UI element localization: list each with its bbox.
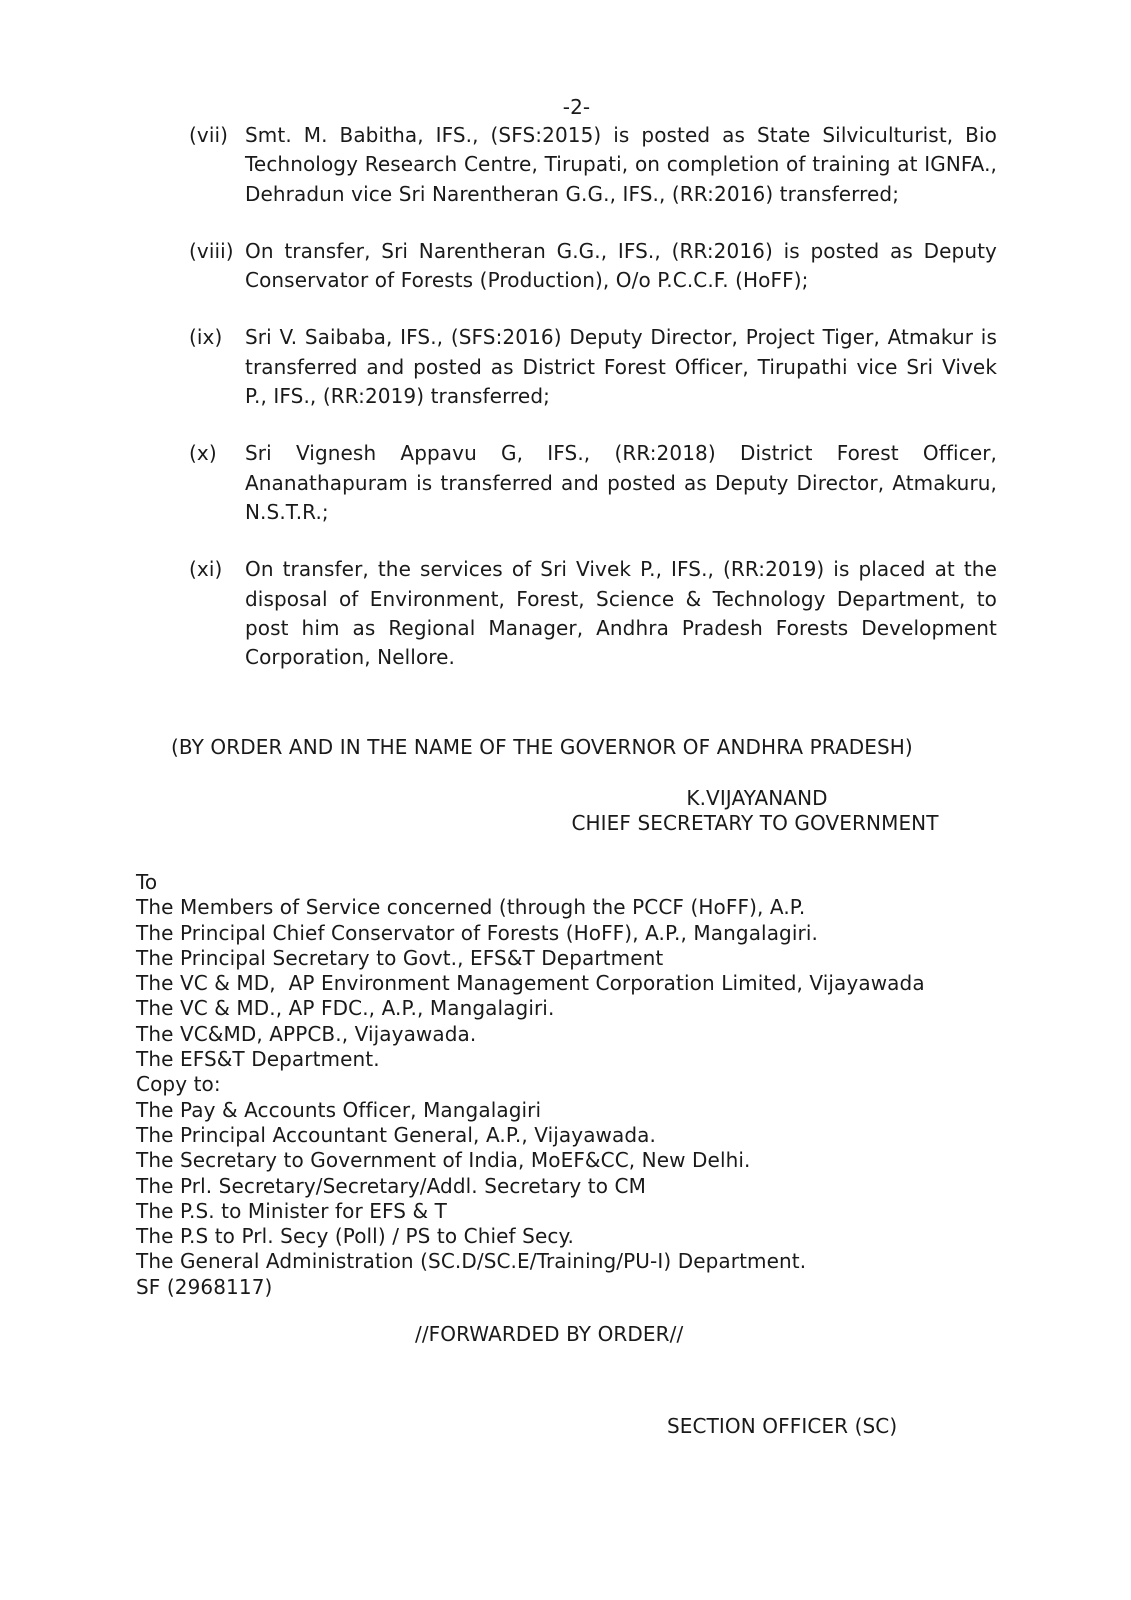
signatory-block <box>560 786 950 836</box>
signatory-title: CHIEF SECRETARY TO GOVERNMENT <box>571 811 939 835</box>
copy-line: The P.S to Prl. Secy (Poll) / PS to Chief Secy. <box>136 1224 574 1249</box>
recipient-line: The VC&MD, APPCB., Vijayawada. <box>136 1021 477 1046</box>
copy-line: The Prl. Secretary/Secretary/Addl. Secretary to CM <box>136 1173 646 1198</box>
copy-line: The Principal Accountant General, A.P., Vijayawada. <box>136 1122 656 1147</box>
recipient-line: The Members of Service concerned (through the PCCF (HoFF), A.P. <box>136 895 806 920</box>
copy-line: The General Administration (SC.D/SC.E/Training/PU-I) Department. <box>136 1249 807 1274</box>
order-item <box>189 555 997 672</box>
section-officer-signature: SECTION OFFICER (SC) <box>667 1414 898 1438</box>
recipients-block <box>136 870 996 1300</box>
forwarded-by-order: //FORWARDED BY ORDER// <box>415 1322 684 1346</box>
item-number: (ix) <box>189 325 223 350</box>
order-items-list <box>189 121 997 700</box>
recipient-line: The VC & MD., AP FDC., A.P., Mangalagiri. <box>136 996 555 1021</box>
order-item <box>189 237 997 296</box>
signatory-name: K.VIJAYANAND <box>686 786 828 810</box>
item-number: (vii) <box>189 123 229 147</box>
page-number: -2- <box>562 95 591 119</box>
file-reference: SF (2968117) <box>136 1274 273 1299</box>
item-number: (x) <box>189 441 217 466</box>
copy-line: The Secretary to Government of India, MoEF&CC, New Delhi. <box>136 1148 751 1173</box>
recipient-line: The Principal Secretary to Govt., EFS&T Department <box>136 945 664 970</box>
order-item <box>189 323 997 411</box>
item-text: On transfer, Sri Narentheran G.G., IFS., (RR:2016) is posted as Deputy Conservator of Forests (Production), O/o P.C.C.F. (HoFF); <box>245 238 997 293</box>
governor-order-line: (BY ORDER AND IN THE NAME OF THE GOVERNOR OF ANDHRA PRADESH) <box>171 735 913 759</box>
item-text: Smt. M. Babitha, IFS., (SFS:2015) is posted as State Silviculturist, Bio Technology Research Centre, Tirupati, on completion of training at IGNFA., Dehradun vice Sri Narentheran G.G., IFS., (RR:2016) transferred; <box>245 123 997 206</box>
item-number: (viii) <box>189 238 234 263</box>
recipient-line: The VC & MD, AP Environment Management Corporation Limited, Vijayawada <box>136 971 925 996</box>
item-text: Sri V. Saibaba, IFS., (SFS:2016) Deputy Director, Project Tiger, Atmakur is transferred and posted as District Forest Officer, Tirupathi vice Sri Vivek P., IFS., (RR:2019) transferred; <box>245 325 997 409</box>
copy-line: The P.S. to Minister for EFS & T <box>136 1198 447 1223</box>
item-text: On transfer, the services of Sri Vivek P., IFS., (RR:2019) is placed at the disposal of Environment, Forest, Science & Technology Department, to post him as Regional Manager, Andhra Pradesh Forests Development Corporation, Nellore. <box>245 557 997 670</box>
recipient-line: The Principal Chief Conservator of Forests (HoFF), A.P., Mangalagiri. <box>136 920 818 945</box>
to-heading: To <box>136 870 158 894</box>
recipient-line: The EFS&T Department. <box>136 1047 380 1072</box>
item-text: Sri Vignesh Appavu G, IFS., (RR:2018) District Forest Officer, Ananathapuram is transferred and posted as Deputy Director, Atmakuru, N.S.T.R.; <box>245 441 997 524</box>
order-item <box>189 439 997 527</box>
copy-line: The Pay & Accounts Officer, Mangalagiri <box>136 1097 542 1122</box>
order-item <box>189 121 997 209</box>
item-number: (xi) <box>189 557 223 582</box>
copy-to-heading: Copy to: <box>136 1072 221 1097</box>
